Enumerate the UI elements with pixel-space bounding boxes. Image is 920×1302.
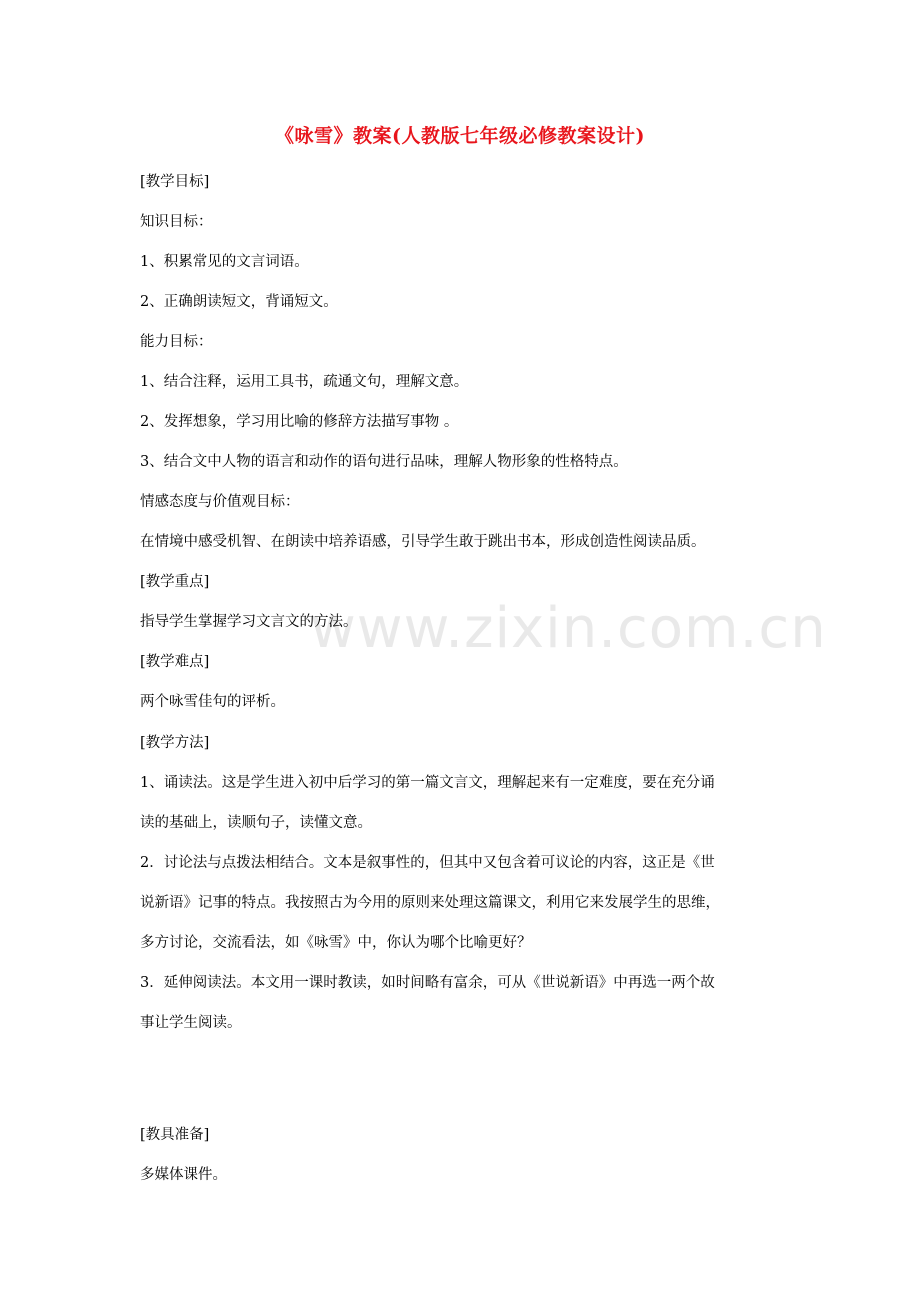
paragraph-line: 1、诵读法。这是学生进入初中后学习的第一篇文言文，理解起来有一定难度，要在充分诵 (140, 775, 715, 791)
watermark: www.zixin.com.cn (310, 596, 827, 661)
section-heading-methods: [教学方法] (140, 735, 210, 751)
paragraph-line: 多方讨论，交流看法，如《咏雪》中，你认为哪个比喻更好？ (140, 935, 532, 951)
paragraph-line: 两个咏雪佳句的评析。 (140, 694, 285, 710)
paragraph-line: 指导学生掌握学习文言文的方法。 (140, 614, 358, 630)
subheading-knowledge-goals: 知识目标： (140, 214, 213, 230)
subheading-ability-goals: 能力目标： (140, 334, 213, 350)
paragraph-line: 读的基础上，读顺句子，读懂文意。 (140, 815, 372, 831)
section-heading-teaching-goals: [教学目标] (140, 174, 210, 190)
paragraph-line: 3、结合文中人物的语言和动作的语句进行品味，理解人物形象的性格特点。 (140, 454, 628, 470)
paragraph-line: 在情境中感受机智、在朗读中培养语感，引导学生敢于跳出书本，形成创造性阅读品质。 (140, 534, 706, 550)
section-heading-difficulties: [教学难点] (140, 654, 210, 670)
paragraph-line: 1、积累常见的文言词语。 (140, 254, 309, 270)
paragraph-line: 1、结合注释，运用工具书，疏通文句，理解文意。 (140, 374, 469, 390)
subheading-emotion-goals: 情感态度与价值观目标： (140, 494, 300, 510)
paragraph-line: 事让学生阅读。 (140, 1015, 242, 1031)
section-heading-materials: [教具准备] (140, 1127, 210, 1143)
paragraph-line: 2、正确朗读短文，背诵短文。 (140, 294, 338, 310)
section-heading-key-points: [教学重点] (140, 574, 210, 590)
paragraph-line: 多媒体课件。 (140, 1167, 227, 1183)
paragraph-line: 说新语》记事的特点。我按照古为今用的原则来处理这篇课文，利用它来发展学生的思维， (140, 895, 720, 911)
document-title: 《咏雪》教案(人教版七年级必修教案设计) (275, 125, 645, 147)
paragraph-line: 3．延伸阅读法。本文用一课时教读，如时间略有富余，可从《世说新语》中再选一两个故 (140, 975, 715, 991)
paragraph-line: 2．讨论法与点拨法相结合。文本是叙事性的，但其中又包含着可议论的内容，这正是《世 (140, 855, 715, 871)
paragraph-line: 2、发挥想象，学习用比喻的修辞方法描写事物 。 (140, 414, 459, 430)
